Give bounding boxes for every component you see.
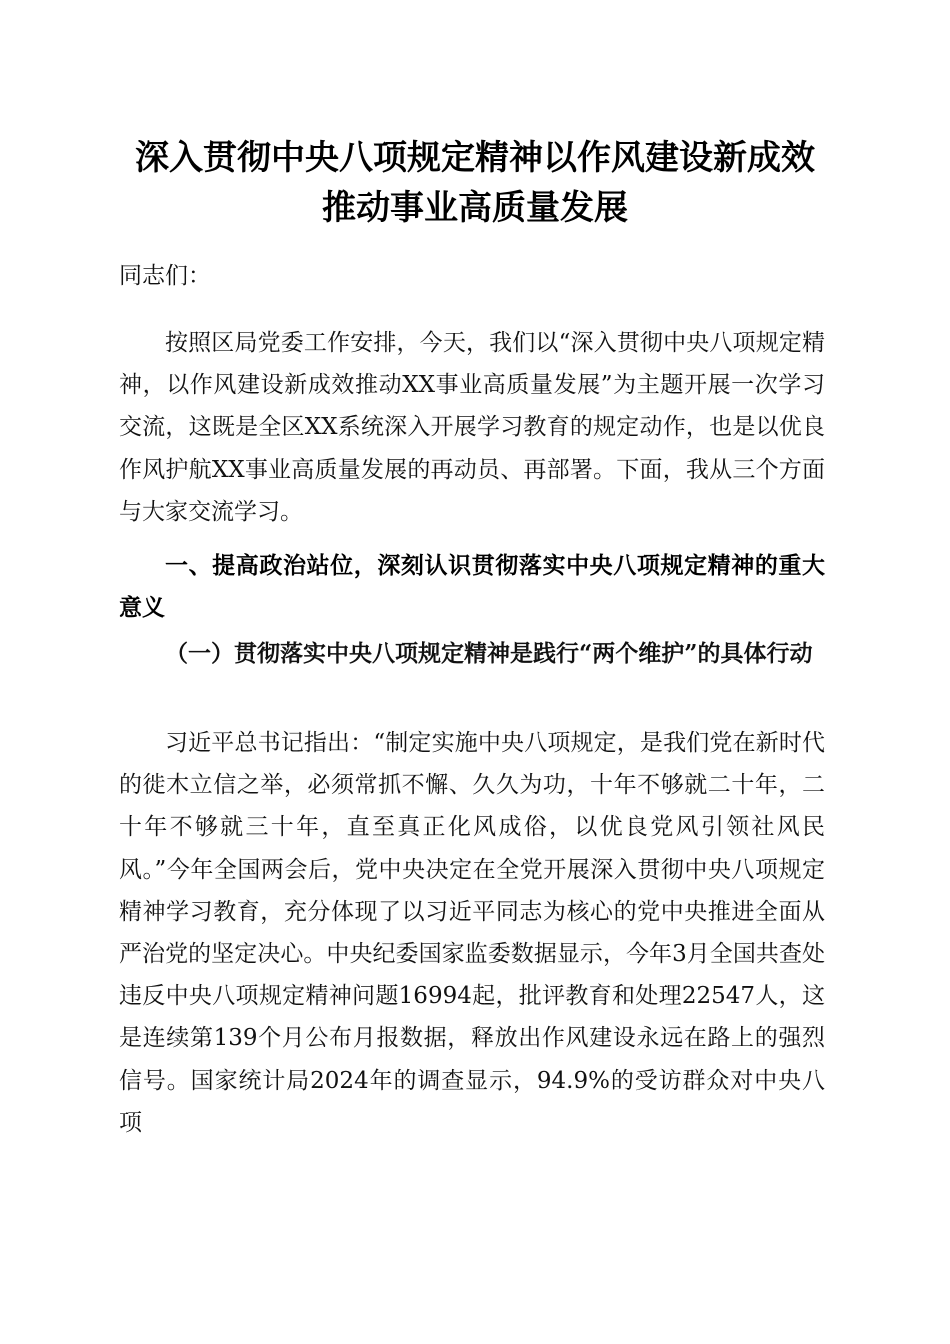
subsection-heading-1: （一）贯彻落实中央八项规定精神是践行“两个维护”的具体行动 bbox=[165, 640, 813, 667]
body-paragraph-2-text: 习近平总书记指出：“制定实施中央八项规定，是我们党在新时代的徙木立信之举，必须常抓不懈、久久为功，十年不够就二十年，二十年不够就三十年，直至真正化风成俗，以优良党风引领社风民风。”今年全国两会后，党中央决定在全党开展深入贯彻中央八项规定精神学习教育，充分体现了以习近平同志为核心的党中央推进全面从严治党的坚定决心。中央纪委国家监委数据显示，今年3月全国共查处违反中央八项规定精神问题16994起，批评教育和处理22547人，这是连续第139个月公布月报数据，释放出作风建设永远在路上的强烈信号。国家统计局2024年的调查显示，94.9%的受访群众对中央八项 bbox=[119, 730, 825, 1136]
intro-paragraph-text: 按照区局党委工作安排，今天，我们以“深入贯彻中央八项规定精神，以作风建设新成效推动XX事业高质量发展”为主题开展一次学习交流，这既是全区XX系统深入开展学习教育的规定动作，也是以优良作风护航XX事业高质量发展的再动员、再部署。下面，我从三个方面与大家交流学习。 bbox=[119, 330, 825, 525]
salutation: 同志们： bbox=[119, 263, 211, 289]
document-title-line-1: 深入贯彻中央八项规定精神以作风建设新成效 bbox=[135, 138, 815, 178]
intro-paragraph bbox=[119, 322, 825, 533]
document-title-line-2: 推动事业高质量发展 bbox=[322, 188, 628, 228]
section-heading-1: 一、提高政治站位，深刻认识贯彻落实中央八项规定精神的重大意义 bbox=[119, 553, 825, 621]
body-paragraph-2 bbox=[119, 722, 825, 1144]
